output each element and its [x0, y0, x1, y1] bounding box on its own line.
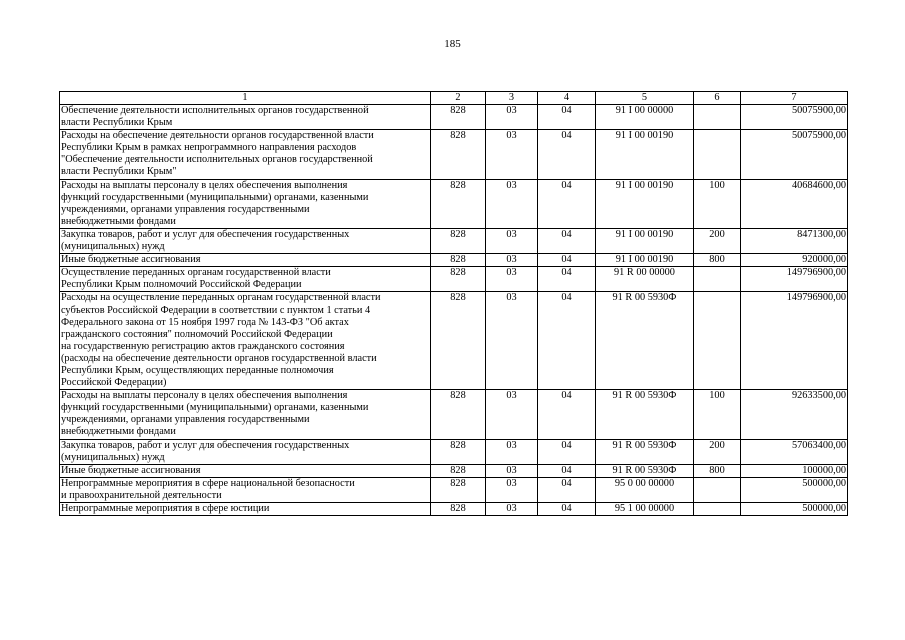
- column-header: 5: [596, 92, 694, 105]
- expense-type-code: [694, 267, 741, 292]
- table-row: [60, 439, 848, 464]
- column-header: 7: [741, 92, 848, 105]
- target-article-code: 91 I 00 00190: [596, 130, 694, 179]
- admin-code: 828: [431, 292, 486, 390]
- subsection-code: 04: [538, 179, 596, 228]
- item-name: Непрограммные мероприятия в сфере юстиции: [60, 503, 431, 516]
- expense-type-code: 200: [694, 439, 741, 464]
- amount: 149796900,00: [741, 292, 848, 390]
- subsection-code: 04: [538, 130, 596, 179]
- subsection-code: 04: [538, 292, 596, 390]
- target-article-code: 91 R 00 5930Ф: [596, 292, 694, 390]
- item-name: Закупка товаров, работ и услуг для обеспечения государственных (муниципальных) нужд: [60, 228, 431, 253]
- item-name: Расходы на обеспечение деятельности органов государственной власти Республики Крым в рамках непрограммного направления расходов "Обеспечение деятельности исполнительных органов государственной власти Республики Крым": [60, 130, 431, 179]
- subsection-code: 04: [538, 105, 596, 130]
- column-header: 3: [486, 92, 538, 105]
- budget-table: [59, 91, 848, 516]
- table-row: [60, 254, 848, 267]
- item-name: Расходы на выплаты персоналу в целях обеспечения выполнения функций государственными (муниципальными) органами, казенными учреждениями, органами управления государственными внебюджетными фондами: [60, 390, 431, 439]
- target-article-code: 91 R 00 00000: [596, 267, 694, 292]
- amount: 50075900,00: [741, 105, 848, 130]
- table-row: [60, 105, 848, 130]
- table-row: [60, 477, 848, 502]
- section-code: 03: [486, 130, 538, 179]
- section-code: 03: [486, 292, 538, 390]
- admin-code: 828: [431, 130, 486, 179]
- amount: 92633500,00: [741, 390, 848, 439]
- amount: 149796900,00: [741, 267, 848, 292]
- item-name: Иные бюджетные ассигнования: [60, 464, 431, 477]
- subsection-code: 04: [538, 464, 596, 477]
- subsection-code: 04: [538, 254, 596, 267]
- item-name: Иные бюджетные ассигнования: [60, 254, 431, 267]
- item-name: Расходы на выплаты персоналу в целях обеспечения выполнения функций государственными (муниципальными) органами, казенными учреждениями, органами управления государственными внебюджетными фондами: [60, 179, 431, 228]
- subsection-code: 04: [538, 439, 596, 464]
- target-article-code: 91 I 00 00190: [596, 228, 694, 253]
- item-name: Закупка товаров, работ и услуг для обеспечения государственных (муниципальных) нужд: [60, 439, 431, 464]
- target-article-code: 91 R 00 5930Ф: [596, 464, 694, 477]
- admin-code: 828: [431, 179, 486, 228]
- section-code: 03: [486, 105, 538, 130]
- expense-type-code: [694, 503, 741, 516]
- subsection-code: 04: [538, 228, 596, 253]
- section-code: 03: [486, 390, 538, 439]
- column-header: 2: [431, 92, 486, 105]
- admin-code: 828: [431, 105, 486, 130]
- table-row: [60, 292, 848, 390]
- table-header-row: [60, 92, 848, 105]
- expense-type-code: 100: [694, 179, 741, 228]
- amount: 100000,00: [741, 464, 848, 477]
- table-row: [60, 267, 848, 292]
- admin-code: 828: [431, 254, 486, 267]
- amount: 57063400,00: [741, 439, 848, 464]
- target-article-code: 91 I 00 00190: [596, 179, 694, 228]
- amount: 500000,00: [741, 477, 848, 502]
- expense-type-code: [694, 477, 741, 502]
- amount: 500000,00: [741, 503, 848, 516]
- admin-code: 828: [431, 503, 486, 516]
- target-article-code: 91 R 00 5930Ф: [596, 439, 694, 464]
- page-number: 185: [444, 38, 461, 50]
- section-code: 03: [486, 267, 538, 292]
- target-article-code: 91 R 00 5930Ф: [596, 390, 694, 439]
- item-name: Непрограммные мероприятия в сфере национальной безопасности и правоохранительной деятельности: [60, 477, 431, 502]
- table-row: [60, 503, 848, 516]
- item-name: Расходы на осуществление переданных органам государственной власти субъектов Российской Федерации в соответствии с пунктом 1 статьи 4 Федерального закона от 15 ноября 1997 года № 143-ФЗ "Об актах гражданского состояния" полномочий Российской Федерации на государственную регистрацию актов гражданского состояния (расходы на обеспечение деятельности органов государственной власти Республики Крым, осуществляющих переданные полномочия Российской Федерации): [60, 292, 431, 390]
- admin-code: 828: [431, 390, 486, 439]
- admin-code: 828: [431, 439, 486, 464]
- target-article-code: 95 0 00 00000: [596, 477, 694, 502]
- amount: 40684600,00: [741, 179, 848, 228]
- admin-code: 828: [431, 267, 486, 292]
- expense-type-code: [694, 292, 741, 390]
- amount: 50075900,00: [741, 130, 848, 179]
- admin-code: 828: [431, 464, 486, 477]
- section-code: 03: [486, 439, 538, 464]
- section-code: 03: [486, 464, 538, 477]
- admin-code: 828: [431, 228, 486, 253]
- section-code: 03: [486, 179, 538, 228]
- subsection-code: 04: [538, 503, 596, 516]
- expense-type-code: [694, 130, 741, 179]
- subsection-code: 04: [538, 390, 596, 439]
- item-name: Осуществление переданных органам государственной власти Республики Крым полномочий Российской Федерации: [60, 267, 431, 292]
- amount: 8471300,00: [741, 228, 848, 253]
- table-row: [60, 464, 848, 477]
- section-code: 03: [486, 228, 538, 253]
- expense-type-code: 100: [694, 390, 741, 439]
- target-article-code: 91 I 00 00190: [596, 254, 694, 267]
- amount: 920000,00: [741, 254, 848, 267]
- table-row: [60, 130, 848, 179]
- expense-type-code: 200: [694, 228, 741, 253]
- subsection-code: 04: [538, 477, 596, 502]
- subsection-code: 04: [538, 267, 596, 292]
- section-code: 03: [486, 477, 538, 502]
- item-name: Обеспечение деятельности исполнительных органов государственной власти Республики Крым: [60, 105, 431, 130]
- column-header: 4: [538, 92, 596, 105]
- expense-type-code: 800: [694, 254, 741, 267]
- expense-type-code: [694, 105, 741, 130]
- target-article-code: 91 I 00 00000: [596, 105, 694, 130]
- table-row: [60, 390, 848, 439]
- table-row: [60, 179, 848, 228]
- target-article-code: 95 1 00 00000: [596, 503, 694, 516]
- table-row: [60, 228, 848, 253]
- column-header: 6: [694, 92, 741, 105]
- admin-code: 828: [431, 477, 486, 502]
- expense-type-code: 800: [694, 464, 741, 477]
- section-code: 03: [486, 503, 538, 516]
- column-header: 1: [60, 92, 431, 105]
- section-code: 03: [486, 254, 538, 267]
